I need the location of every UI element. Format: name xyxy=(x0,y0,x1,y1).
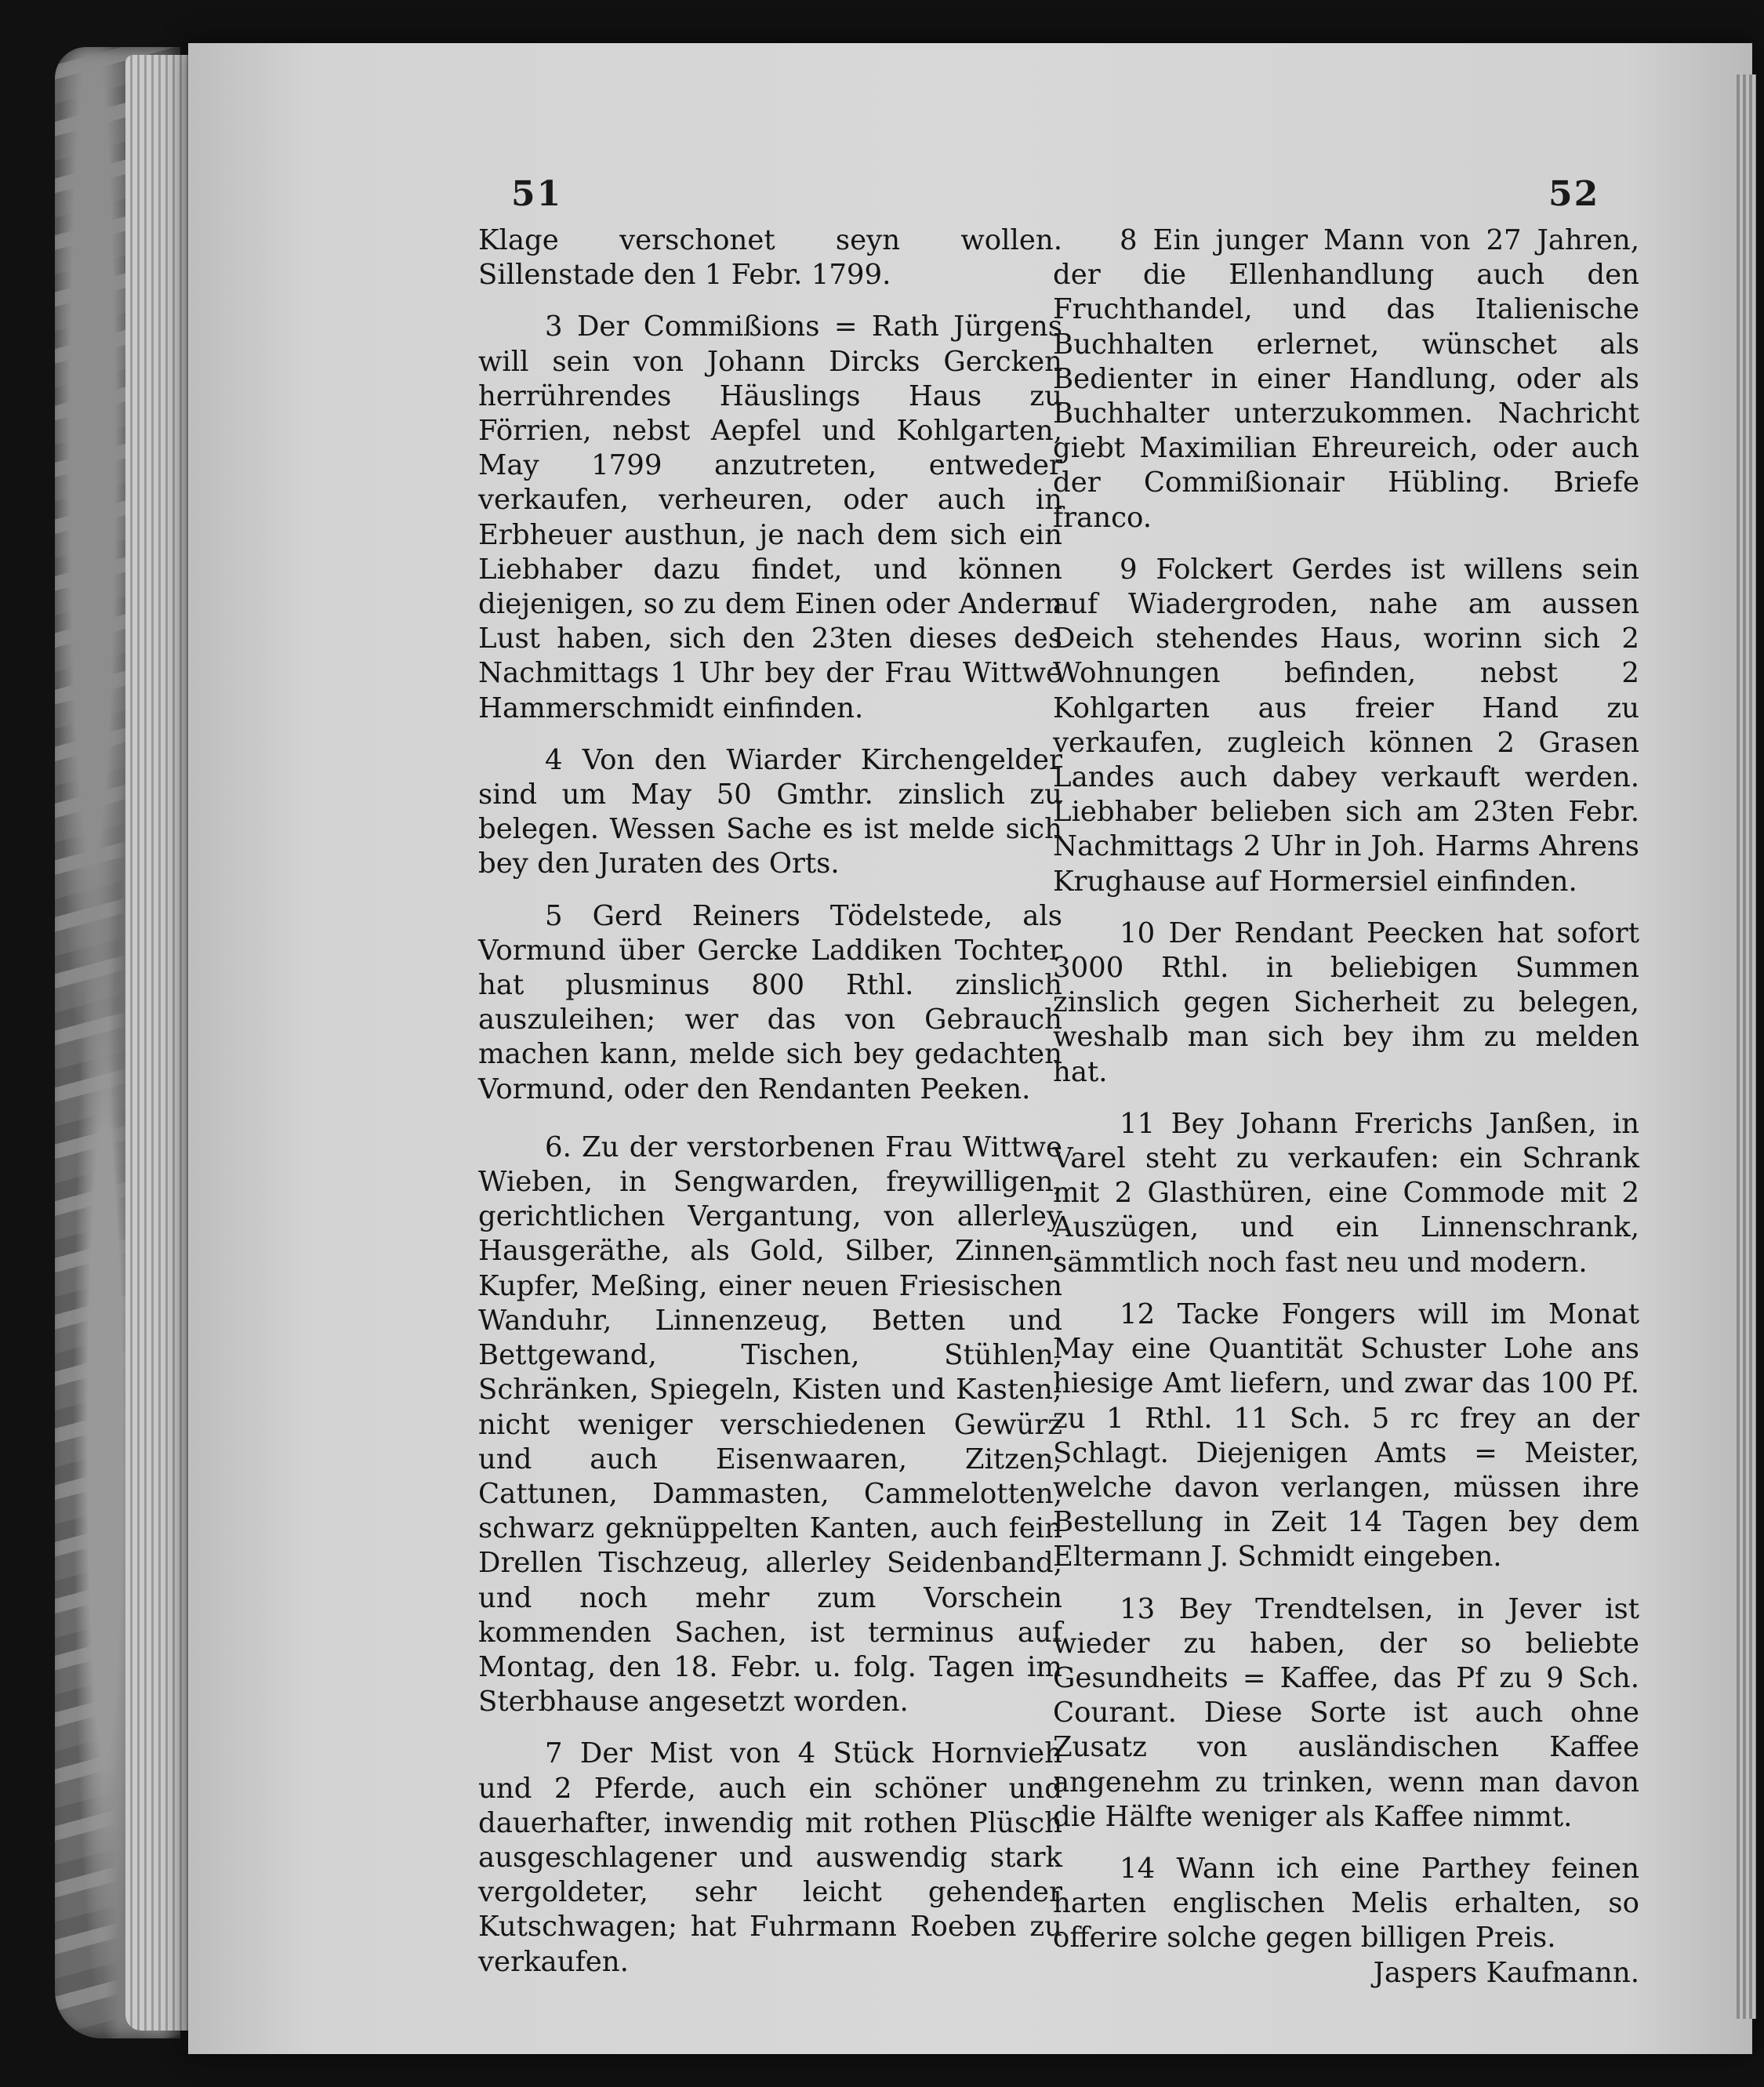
notice-3: 3 Der Commißions = Rath Jürgens will sein von Johann Dircks Gercken herrührendes Häuslings Haus zu Förrien, nebst Aepfel und Kohlgarten, May 1799 anzutreten, entweder verkaufen, verheuren, oder auch in Erbheuer austhun, je nach dem sich ein Liebhaber dazu findet, und können diejenigen, so zu dem Einen oder Andern Lust haben, sich den 23ten dieses des Nachmittags 1 Uhr bey der Frau Wittwe Hammerschmidt einfinden. xyxy=(478,310,1062,724)
left-continuation: Klage verschonet seyn wollen. Sillenstade den 1 Febr. 1799. xyxy=(478,224,1062,292)
page-number-left: 51 xyxy=(511,174,563,214)
notice-13: 13 Bey Trendtelsen, in Jever ist wieder zu haben, der so beliebte Gesundheits = Kaffee, das Pf zu 9 Sch. Courant. Diese Sorte ist auch ohne Zusatz von ausländischen Kaffee angenehm zu trinken, wenn man davon die Hälfte weniger als Kaffee nimmt. xyxy=(1053,1592,1639,1833)
notice-4: 4 Von den Wiarder Kirchengelder sind um May 50 Gmthr. zinslich zu belegen. Wessen Sache es ist melde sich bey den Juraten des Orts. xyxy=(478,743,1062,880)
notice-7: 7 Der Mist von 4 Stück Hornvieh und 2 Pferde, auch ein schöner und dauerhafter, inwendig mit rothen Plüsch ausgeschlagener und auswendig stark vergoldeter, sehr leicht gehender Kutschwagen; hat Fuhrmann Roeben zu verkaufen. xyxy=(478,1737,1062,1978)
notice-10: 10 Der Rendant Peecken hat sofort 3000 Rthl. in beliebigen Summen zinslich gegen Sicherheit zu belegen, weshalb man sich bey ihm zu melden hat. xyxy=(1053,916,1639,1088)
left-column xyxy=(478,223,1062,1980)
notice-12: 12 Tacke Fongers will im Monat May eine Quantität Schuster Lohe ans hiesige Amt liefern, und zwar das 100 Pf. zu 1 Rthl. 11 Sch. 5 rc frey an der Schlagt. Diejenigen Amts = Meister, welche davon verlangen, müssen ihre Bestellung in Zeit 14 Tagen bey dem Eltermann J. Schmidt eingeben. xyxy=(1053,1298,1639,1573)
right-column xyxy=(1053,223,1639,1991)
signature: Jaspers Kaufmann. xyxy=(1373,1956,1639,1989)
notice-5: 5 Gerd Reiners Tödelstede, als Vormund über Gercke Laddiken Tochter hat plusminus 800 Rthl. zinslich auszuleihen; wer das von Gebrauch machen kann, melde sich bey gedachten Vormund, oder den Rendanten Peeken. xyxy=(478,899,1062,1105)
notice-9: 9 Folckert Gerdes ist willens sein auf Wiadergroden, nahe am aussen Deich stehendes Haus, worinn sich 2 Wohnungen befinden, nebst 2 Kohlgarten aus freier Hand zu verkaufen, zugleich können 2 Grasen Landes auch dabey verkauft werden. Liebhaber belieben sich am 23ten Febr. Nachmittags 2 Uhr in Joh. Harms Ahrens Krughause auf Hormersiel einfinden. xyxy=(1053,553,1639,898)
page-stack-edges xyxy=(125,55,196,2031)
notice-11: 11 Bey Johann Frerichs Janßen, in Varel steht zu verkaufen: ein Schrank mit 2 Glasthüren, eine Commode mit 2 Auszügen, und ein Linnenschrank, sämmtlich noch fast neu und modern. xyxy=(1053,1107,1639,1279)
notice-6: 6. Zu der verstorbenen Frau Wittwe Wieben, in Sengwarden, freywilligen, gerichtlichen Vergantung, von allerley Hausgeräthe, als Gold, Silber, Zinnen, Kupfer, Meßing, einer neuen Friesischen Wanduhr, Linnenzeug, Betten und Bettgewand, Tischen, Stühlen, Schränken, Spiegeln, Kisten und Kasten; nicht weniger verschiedenen Gewürz und auch Eisenwaaren, Zitzen, Cattunen, Dammasten, Cammelotten, schwarz geknüppelten Kanten, auch fein Drellen Tischzeug, allerley Seidenband, und noch mehr zum Vorschein kommenden Sachen, ist terminus auf Montag, den 18. Febr. u. folg. Tagen im Sterbhause angesetzt worden. xyxy=(478,1131,1062,1719)
right-page-edge xyxy=(1737,74,1756,2019)
page-number-right: 52 xyxy=(1548,174,1600,214)
notice-14: 14 Wann ich eine Parthey feinen harten englischen Melis erhalten, so offerire solche gegen billigen Preis. xyxy=(1053,1852,1639,1955)
notice-8: 8 Ein junger Mann von 27 Jahren, der die Ellenhandlung auch den Fruchthandel, und das Italienische Buchhalten erlernet, wünschet als Bedienter in einer Handlung, oder als Buchhalter unterzukommen. Nachricht giebt Maximilian Ehreureich, oder auch der Commißionair Hübling. Briefe franco. xyxy=(1053,224,1639,534)
